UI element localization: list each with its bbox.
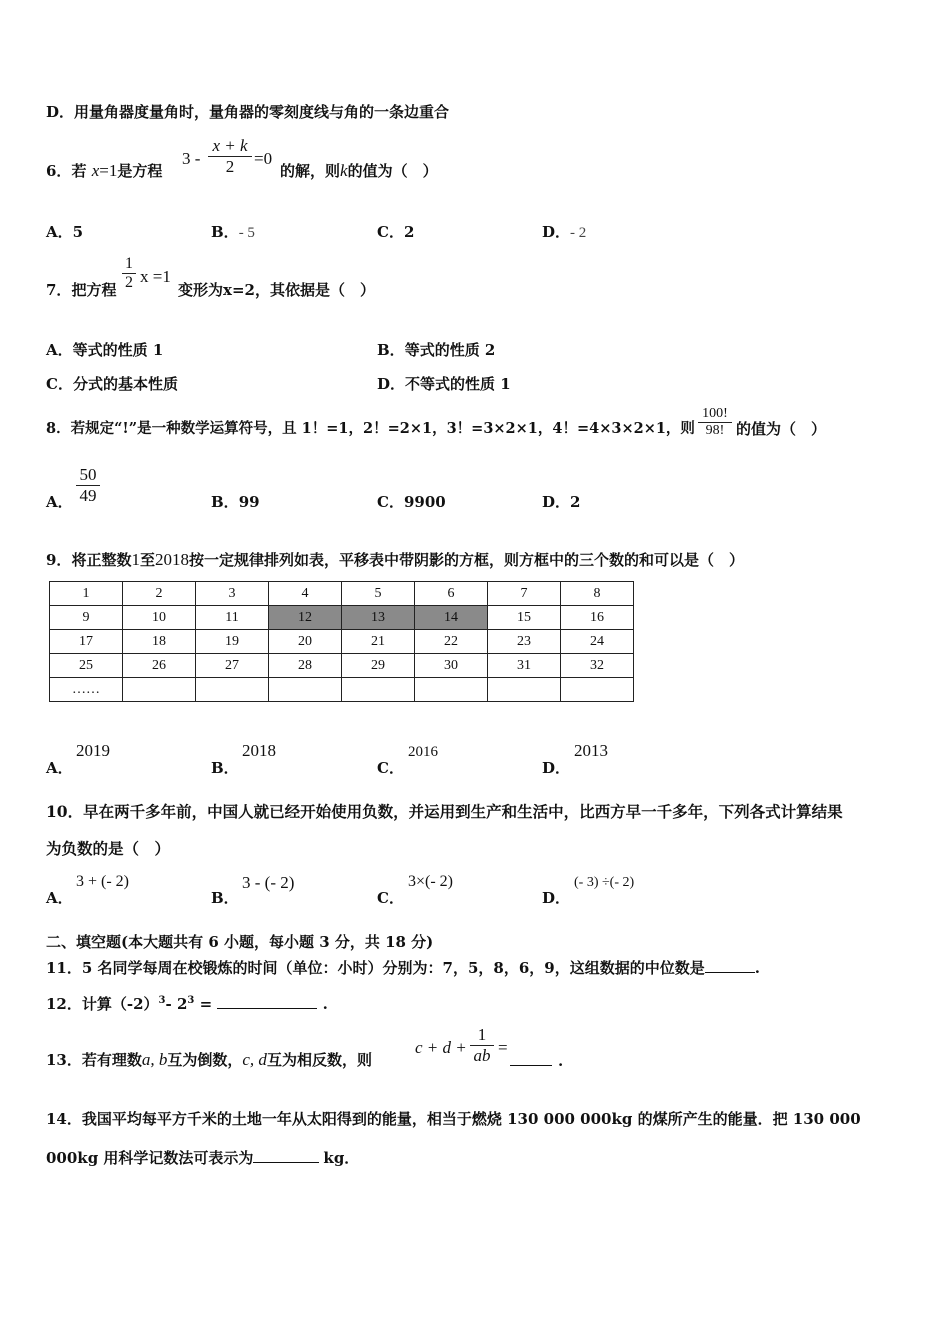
option-label: B． (377, 341, 405, 359)
option-label: C． (377, 493, 404, 511)
table-cell: 14 (415, 606, 488, 630)
table-cell (123, 678, 196, 702)
question-8-tail: 的值为（ ） (736, 420, 827, 438)
q9-option-c-label[interactable]: C． (377, 759, 404, 777)
q7-option-b[interactable] (377, 339, 495, 360)
q9-option-a-label[interactable]: A． (46, 759, 73, 777)
math-text: 2018 (154, 550, 189, 569)
question-text: 互为相反数，则 (266, 1051, 372, 1069)
question-text: 是方程 (117, 162, 163, 180)
expression: c + d + (415, 1038, 467, 1057)
table-row (50, 630, 634, 654)
variables-cd: c, d (242, 1050, 267, 1069)
table-cell: 12 (269, 606, 342, 630)
table-cell: 8 (561, 582, 634, 606)
table-cell (488, 678, 561, 702)
question-text: - 2 (165, 995, 188, 1013)
table-cell: 1 (50, 582, 123, 606)
question-text: 12．计算（-2） (46, 995, 159, 1013)
q10-option-d-value: (- 3) ÷(- 2) (574, 875, 635, 890)
table-cell: 31 (488, 654, 561, 678)
option-text: 等式的性质 2 (404, 341, 496, 359)
table-cell: 30 (415, 654, 488, 678)
variables-ab: a, b (141, 1050, 168, 1069)
question-text: 13．若有理数 (46, 1051, 142, 1069)
q9-option-a-value: 2019 (76, 741, 110, 760)
option-value: - 2 (570, 225, 587, 241)
table-cell: 22 (415, 630, 488, 654)
equation-lead: 3 - (182, 149, 201, 168)
variable-x: x (91, 161, 100, 180)
q10-option-b-label[interactable]: B． (211, 889, 239, 907)
table-cell: 10 (123, 606, 196, 630)
question-14-line1: 14．我国平均每平方千米的土地一年从太阳得到的能量，相当于燃烧 130 000 000kg 的煤所产生的能量．把 130 000 (46, 1110, 861, 1128)
question-14-line2 (46, 1147, 359, 1168)
q7-option-a[interactable] (46, 339, 163, 360)
question-number: 8． (46, 420, 71, 437)
number-table (49, 581, 634, 702)
table-cell: …… (50, 678, 123, 702)
table-cell: 18 (123, 630, 196, 654)
q6-option-b[interactable] (211, 221, 255, 242)
table-cell: 4 (269, 582, 342, 606)
table-row (50, 582, 634, 606)
math-text: =1 (99, 161, 118, 180)
table-cell: 21 (342, 630, 415, 654)
question-text: 将正整数 (71, 551, 132, 569)
table-cell: 28 (269, 654, 342, 678)
exponent: 3 (187, 995, 195, 1006)
table-cell: 23 (488, 630, 561, 654)
q10-option-c-label[interactable]: C． (377, 889, 404, 907)
q6-option-a[interactable] (46, 221, 83, 242)
option-text: 用量角器度量角时，量角器的零刻度线与角的一条边重合 (74, 103, 450, 121)
answer-blank[interactable] (253, 1147, 319, 1163)
question-text: 若规定“!”是一种数学运算符号，且 1！=1，2！=2×1，3！=3×2×1，4！=4×3×2×1，则 (70, 420, 695, 437)
q10-option-b-value: 3 - (- 2) (242, 873, 295, 892)
question-text: . (754, 959, 760, 977)
variable-k: k (340, 161, 348, 180)
table-cell (415, 678, 488, 702)
q9-option-c-value: 2016 (408, 744, 438, 760)
table-cell: 20 (269, 630, 342, 654)
expression-fraction (470, 1025, 494, 1066)
option-value: 9900 (403, 493, 446, 511)
question-text: kg． (323, 1149, 360, 1167)
question-number: 7． (46, 281, 72, 299)
option-value: 2 (570, 493, 581, 511)
q5-option-d (46, 102, 449, 122)
question-9 (46, 550, 744, 570)
table-cell: 25 (50, 654, 123, 678)
q6-option-d[interactable] (542, 221, 586, 242)
table-cell: 29 (342, 654, 415, 678)
q8-option-b[interactable] (211, 491, 260, 512)
table-row (50, 606, 634, 630)
option-label: C． (377, 223, 404, 241)
option-label: B． (211, 493, 239, 511)
fraction-numerator: 50 (79, 465, 97, 484)
question-text: 11．5 名同学每周在校锻炼的时间（单位：小时）分别为：7，5，8，6，9，这组数据的中位数是 (46, 959, 705, 977)
fraction-denominator: 98! (705, 423, 725, 438)
table-cell: 19 (196, 630, 269, 654)
exponent: 3 (158, 995, 166, 1006)
table-cell: 16 (561, 606, 634, 630)
question-text: 按一定规律排列如表，平移表中带阴影的方框，则方框中的三个数的和可以是（ ） (188, 551, 744, 569)
answer-blank[interactable] (217, 993, 317, 1009)
q8-option-d[interactable] (542, 491, 580, 512)
question-text: = (194, 995, 218, 1013)
q9-option-b-label[interactable]: B． (211, 759, 239, 777)
q8-option-c[interactable] (377, 491, 446, 512)
fraction-denominator: 49 (79, 486, 97, 505)
option-label: D． (377, 375, 406, 393)
option-label: B． (211, 223, 239, 241)
q8-option-a-label[interactable]: A． (46, 493, 73, 511)
table-cell: 9 (50, 606, 123, 630)
equals-sign: = (498, 1038, 508, 1057)
question-text: 的解，则 (280, 162, 341, 180)
q9-option-b-value: 2018 (242, 741, 276, 760)
fraction-denominator: 2 (125, 274, 133, 291)
question-13-answer (510, 1050, 563, 1071)
q7-option-d[interactable] (377, 373, 511, 394)
q10-option-a-value: 3 + (- 2) (76, 873, 130, 890)
table-cell: 6 (415, 582, 488, 606)
equation-rest: x =1 (140, 267, 171, 286)
question-11 (46, 957, 760, 978)
table-cell: 17 (50, 630, 123, 654)
option-value: - 5 (238, 225, 255, 241)
equation-tail: =0 (254, 149, 273, 168)
fraction-numerator: 100! (702, 406, 728, 421)
question-text: . (317, 995, 328, 1013)
answer-blank[interactable] (510, 1050, 552, 1066)
question-text: 若 (71, 162, 87, 180)
question-7-tail: 变形为x=2，其依据是（ ） (178, 281, 375, 299)
table-cell: 13 (342, 606, 415, 630)
question-text: 至 (139, 551, 155, 569)
q10-option-d-label[interactable]: D． (542, 889, 571, 907)
question-12 (46, 991, 328, 1014)
table-cell: 27 (196, 654, 269, 678)
option-label: D． (46, 103, 75, 121)
q10-option-a-label[interactable]: A． (46, 889, 73, 907)
equation-fraction (208, 136, 252, 177)
question-13 (46, 1050, 372, 1070)
math-text: 1 (131, 550, 140, 569)
table-cell (561, 678, 634, 702)
fraction-numerator: 1 (125, 255, 133, 272)
fraction-denominator: ab (473, 1046, 491, 1065)
option-label: A． (46, 341, 73, 359)
option-value: 2 (403, 223, 415, 241)
fraction-numerator: x + k (212, 136, 248, 155)
table-cell (196, 678, 269, 702)
q9-option-d-label[interactable]: D． (542, 759, 571, 777)
table-cell: 24 (561, 630, 634, 654)
question-6 (46, 161, 162, 181)
option-value: 99 (238, 493, 260, 511)
question-text: 的值为（ ） (347, 162, 438, 180)
factorial-fraction (698, 406, 732, 439)
option-value: 5 (72, 223, 84, 241)
question-8 (46, 419, 695, 439)
option-label: D． (542, 223, 571, 241)
option-text: 等式的性质 1 (72, 341, 164, 359)
table-row (50, 654, 634, 678)
table-cell: 7 (488, 582, 561, 606)
q9-option-d-value: 2013 (574, 741, 608, 760)
question-10-line1: 10．早在两千多年前，中国人就已经开始使用负数，并运用到生产和生活中，比西方早一千多年，下列各式计算结果 (46, 802, 843, 821)
section-heading: 二、填空题(本大题共有 6 小题，每小题 3 分，共 18 分) (46, 933, 434, 951)
question-number: 9． (46, 551, 72, 569)
question-10-line2: 为负数的是（ ） (46, 839, 171, 858)
fraction-denominator: 2 (225, 157, 235, 176)
table-cell: 2 (123, 582, 196, 606)
q7-option-c[interactable] (46, 373, 178, 394)
option-text: 不等式的性质 1 (405, 375, 511, 393)
question-text: 000kg 用科学记数法可表示为 (46, 1149, 254, 1167)
table-cell: 32 (561, 654, 634, 678)
fraction-numerator: 1 (477, 1025, 487, 1044)
q8-option-a-fraction (76, 465, 100, 506)
question-6-tail (280, 161, 438, 181)
q10-option-c-value: 3×(- 2) (408, 873, 454, 890)
question-number: 6． (46, 162, 72, 180)
option-label: D． (542, 493, 571, 511)
question-text: . (558, 1052, 564, 1070)
question-7 (46, 280, 116, 300)
table-cell: 5 (342, 582, 415, 606)
table-cell: 26 (123, 654, 196, 678)
table-cell (269, 678, 342, 702)
option-text: 分式的基本性质 (72, 375, 178, 393)
table-row (50, 678, 634, 702)
answer-blank[interactable] (705, 957, 755, 973)
option-label: C． (46, 375, 73, 393)
question-text: 把方程 (71, 281, 117, 299)
question-text: 互为倒数， (167, 1051, 243, 1069)
q6-option-c[interactable] (377, 221, 414, 242)
table-cell: 11 (196, 606, 269, 630)
table-cell: 3 (196, 582, 269, 606)
equation-fraction (122, 255, 136, 292)
table-cell (342, 678, 415, 702)
table-cell: 15 (488, 606, 561, 630)
option-label: A． (46, 223, 73, 241)
